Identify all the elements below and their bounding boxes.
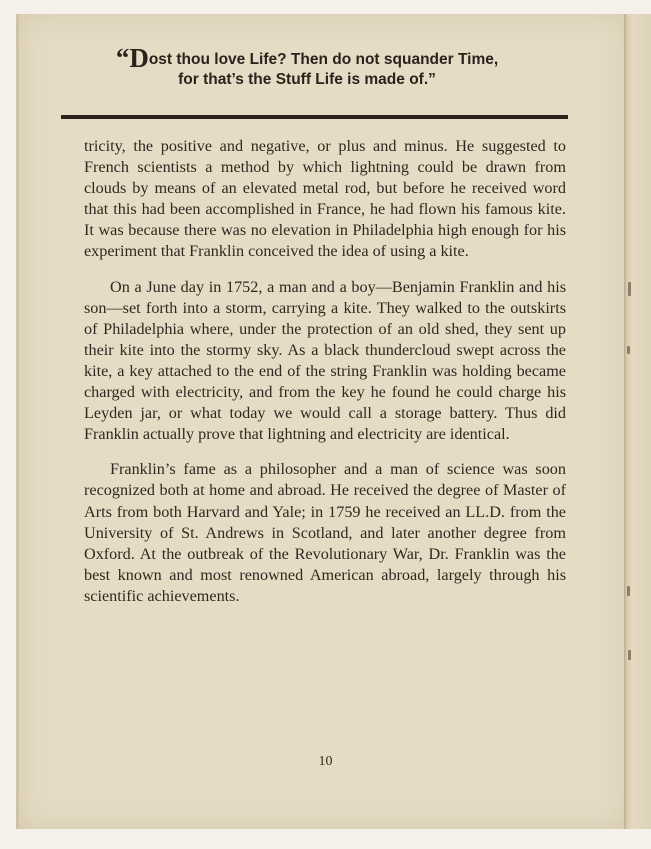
binding-mark [628, 650, 631, 660]
binding-mark [628, 282, 631, 296]
header-rule [61, 115, 568, 119]
page-number: 10 [318, 754, 333, 769]
body-text [84, 136, 566, 621]
header-quote [62, 43, 552, 90]
quote-initial: “D [115, 43, 149, 73]
paragraph-3: Franklin’s fame as a philosopher and a man of science was soon recognized both at home and abroad. He received the degree of Master of Arts from both Harvard and Yale; in 1759 he received an LL.D. from the University of St. Andrews in Scotland, and later another degree from Oxford. At the outbreak of the Revolutionary War, Dr. Franklin was the best known and most renowned American abroad, largely through his scientific achievements. [84, 460, 566, 605]
facing-page-edge [624, 14, 651, 829]
binding-mark [627, 346, 630, 354]
quote-line-1: ost thou love Life? Then do not squander Time, [148, 51, 499, 68]
quote-line-2: for that’s the Stuff Life is made of.” [178, 71, 436, 88]
paragraph-1: tricity, the positive and negative, or plus and minus. He suggested to French scientists a method by which lightning could be drawn from clouds by means of an elevated metal rod, but before he received word that this had been accomplished in France, he had flown his famous kite. It was because there was no elevation in Philadelphia high enough for his experiment that Franklin conceived the idea of using a kite. [84, 137, 566, 261]
binding-mark [627, 586, 630, 596]
paragraph-2: On a June day in 1752, a man and a boy—Benjamin Franklin and his son—set forth into a storm, carrying a kite. They walked to the outskirts of Philadelphia where, under the protection of an old shed, they sent up their kite into the stormy sky. As a black thundercloud swept across the kite, a key attached to the end of the string Franklin was holding became charged with electricity, and from the key he found he could charge his Leyden jar, or what today we would call a storage battery. Thus did Franklin actually prove that lightning and electricity are identical. [84, 277, 566, 444]
